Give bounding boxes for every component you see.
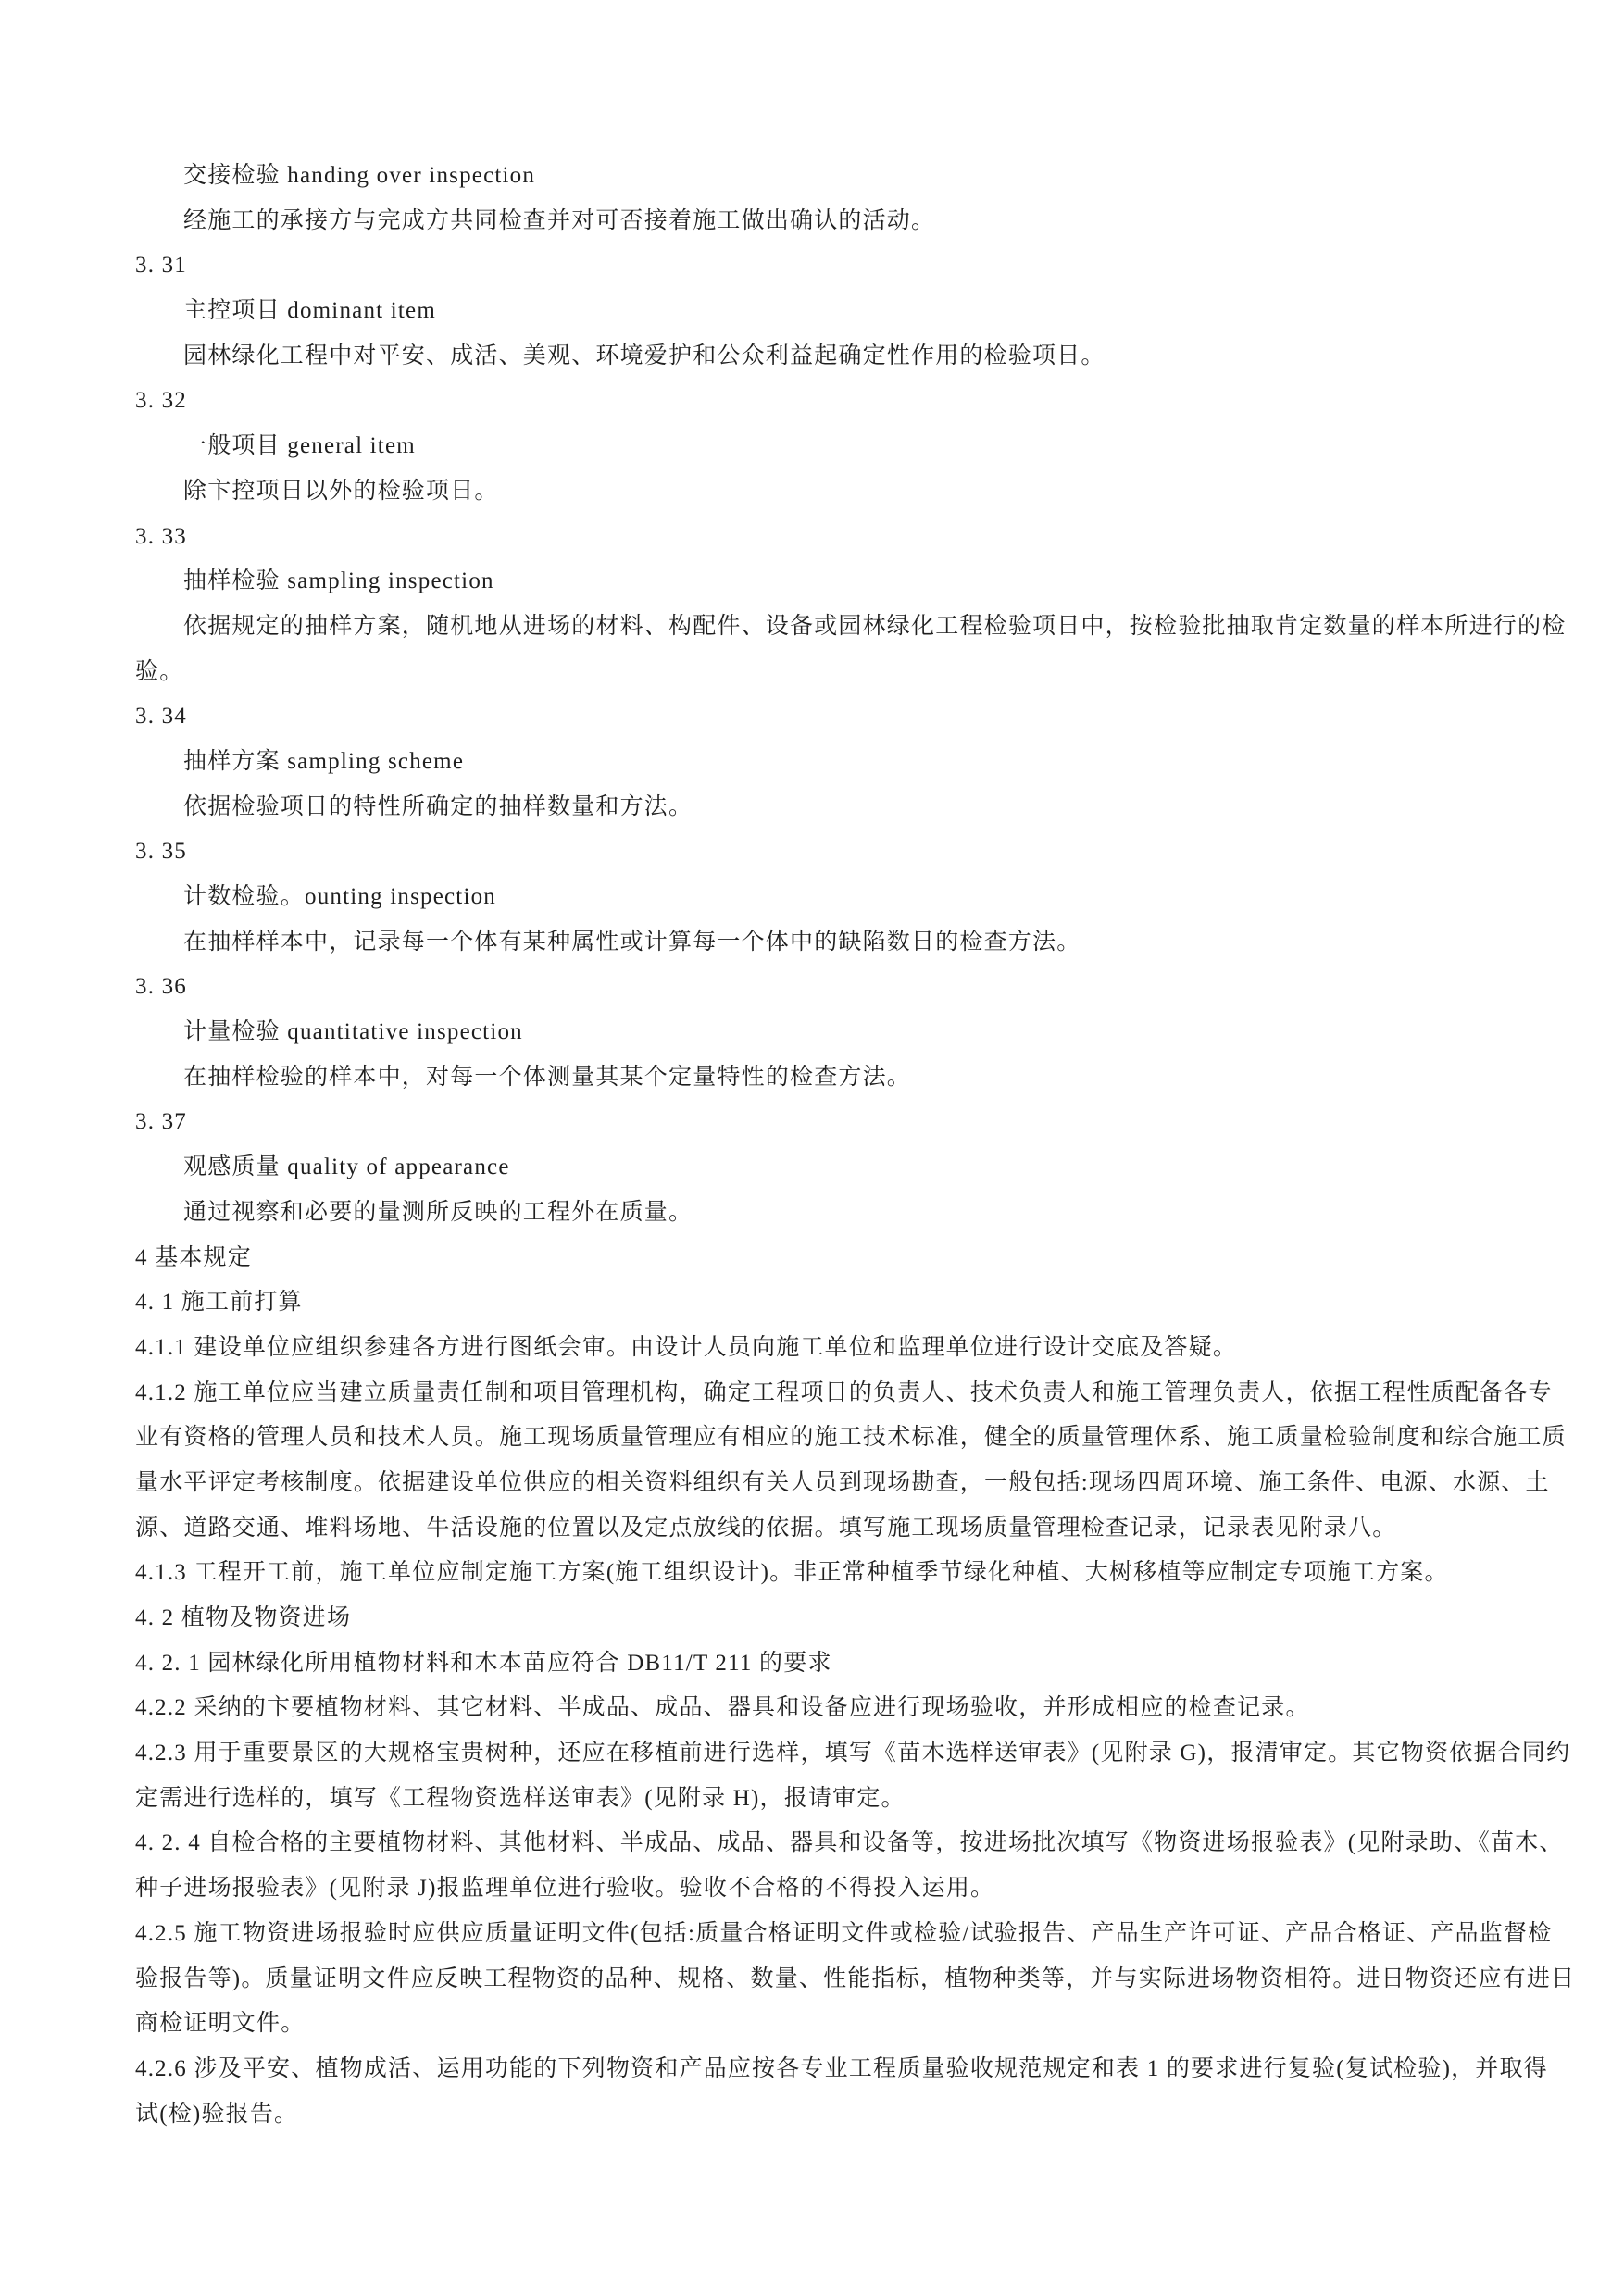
text-line: 4.2.3 用于重要景区的大规格宝贵树种，还应在移植前进行选样，填写《苗木选样送审表》(见附录 G)，报清审定。其它物资依据合同约 xyxy=(135,1741,1571,1766)
text-line: 3. 32 xyxy=(135,388,187,414)
text-line: 业有资格的管理人员和技术人员。施工现场质量管理应有相应的施工技术标准，健全的质量管理体系、施工质量检验制度和综合施工质 xyxy=(135,1425,1567,1451)
text-line: 3. 36 xyxy=(135,974,187,1000)
text-line: 3. 31 xyxy=(135,253,187,279)
text-line: 源、道路交通、堆料场地、牛活设施的位置以及定点放线的依据。填写施工现场质量管理检查记录，记录表见附录八。 xyxy=(135,1515,1397,1541)
text-line: 量水平评定考核制度。依据建设单位供应的相关资料组织有关人员到现场勘查，一般包括:现场四周环境、施工条件、电源、水源、土 xyxy=(135,1469,1550,1495)
text-line: 4. 2. 1 园林绿化所用植物材料和木本苗应符合 DB11/T 211 的要求 xyxy=(135,1650,832,1676)
text-line: 4. 2. 4 自检合格的主要植物材料、其他材料、半成品、成品、器具和设备等，按进场批次填写《物资进场报验表》(见附录助、《苗木、 xyxy=(135,1830,1564,1856)
text-line: 交接检验 handing over inspection xyxy=(183,163,536,188)
text-line: 4.1.2 施工单位应当建立质量责任制和项目管理机构，确定工程项日的负责人、技术负责人和施工管理负责人，依据工程性质配备各专 xyxy=(135,1379,1553,1405)
text-line: 4. 2 植物及物资进场 xyxy=(135,1605,352,1630)
text-line: 一般项目 general item xyxy=(183,433,416,459)
text-line: 计量检验 quantitative inspection xyxy=(183,1019,523,1045)
text-line: 4 基本规定 xyxy=(135,1244,252,1270)
text-line: 除卞控项日以外的检验项日。 xyxy=(183,478,499,504)
text-line: 依据规定的抽样方案，随机地从进场的材料、构配件、设备或园林绿化工程检验项日中，按检验批抽取肯定数量的样本所进行的检 xyxy=(183,613,1567,639)
text-line: 观感质量 quality of appearance xyxy=(183,1154,510,1180)
text-line: 验。 xyxy=(135,658,184,684)
text-line: 在抽样样本中，记录每一个体有某种属性或计算每一个体中的缺陷数日的检查方法。 xyxy=(183,929,1081,955)
text-line: 4.1.3 工程开工前，施工单位应制定施工方案(施工组织设计)。非正常种植季节绿化种植、大树移植等应制定专项施工方案。 xyxy=(135,1560,1449,1586)
text-line: 依据检验项日的特性所确定的抽样数量和方法。 xyxy=(183,793,693,819)
text-line: 4.1.1 建设单位应组织参建各方进行图纸会审。由设计人员向施工单位和监理单位进行设计交底及答疑。 xyxy=(135,1334,1238,1360)
text-line: 计数检验。ounting inspection xyxy=(183,884,497,909)
text-line: 4.2.6 涉及平安、植物成活、运用功能的下列物资和产品应按各专业工程质量验收规范规定和表 1 的要求进行复验(复试检验)，并取得 xyxy=(135,2055,1548,2081)
text-line: 4.2.2 采纳的卞要植物材料、其它材料、半成品、成品、器具和设备应进行现场验收，并形成相应的检查记录。 xyxy=(135,1695,1310,1721)
text-line: 通过视察和必要的量测所反映的工程外在质量。 xyxy=(183,1199,693,1225)
text-line: 验报告等)。质量证明文件应反映工程物资的品种、规格、数量、性能指标，植物种类等，并与实际进场物资相符。进日物资还应有进日 xyxy=(135,1965,1576,1991)
text-line: 3. 33 xyxy=(135,523,187,549)
text-line: 园林绿化工程中对平安、成活、美观、环境爱护和公众利益起确定性作用的检验项日。 xyxy=(183,343,1106,368)
text-line: 抽样方案 sampling scheme xyxy=(183,748,465,774)
text-line: 定需进行选样的，填写《工程物资选样送审表》(见附录 H)，报请审定。 xyxy=(135,1785,906,1811)
text-line: 经施工的承接方与完成方共同检查并对可否接着施工做出确认的活动。 xyxy=(183,207,936,233)
text-line: 3. 37 xyxy=(135,1109,187,1135)
text-line: 抽样检验 sampling inspection xyxy=(183,568,494,594)
text-line: 种子进场报验表》(见附录 J)报监理单位进行验收。验收不合格的不得投入运用。 xyxy=(135,1876,995,1902)
text-line: 在抽样检验的样本中，对每一个体测量其某个定量特性的检查方法。 xyxy=(183,1064,912,1090)
text-line: 3. 35 xyxy=(135,839,187,865)
text-line: 3. 34 xyxy=(135,704,187,730)
text-line: 商检证明文件。 xyxy=(135,2011,306,2037)
text-line: 主控项目 dominant item xyxy=(183,298,436,324)
text-line: 4. 1 施工前打算 xyxy=(135,1290,303,1316)
text-line: 试(检)验报告。 xyxy=(135,2101,299,2127)
text-line: 4.2.5 施工物资进场报验时应供应质量证明文件(包括:质量合格证明文件或检验/试验报告、产品生产许可证、产品合格证、产品监督检 xyxy=(135,1920,1553,1946)
